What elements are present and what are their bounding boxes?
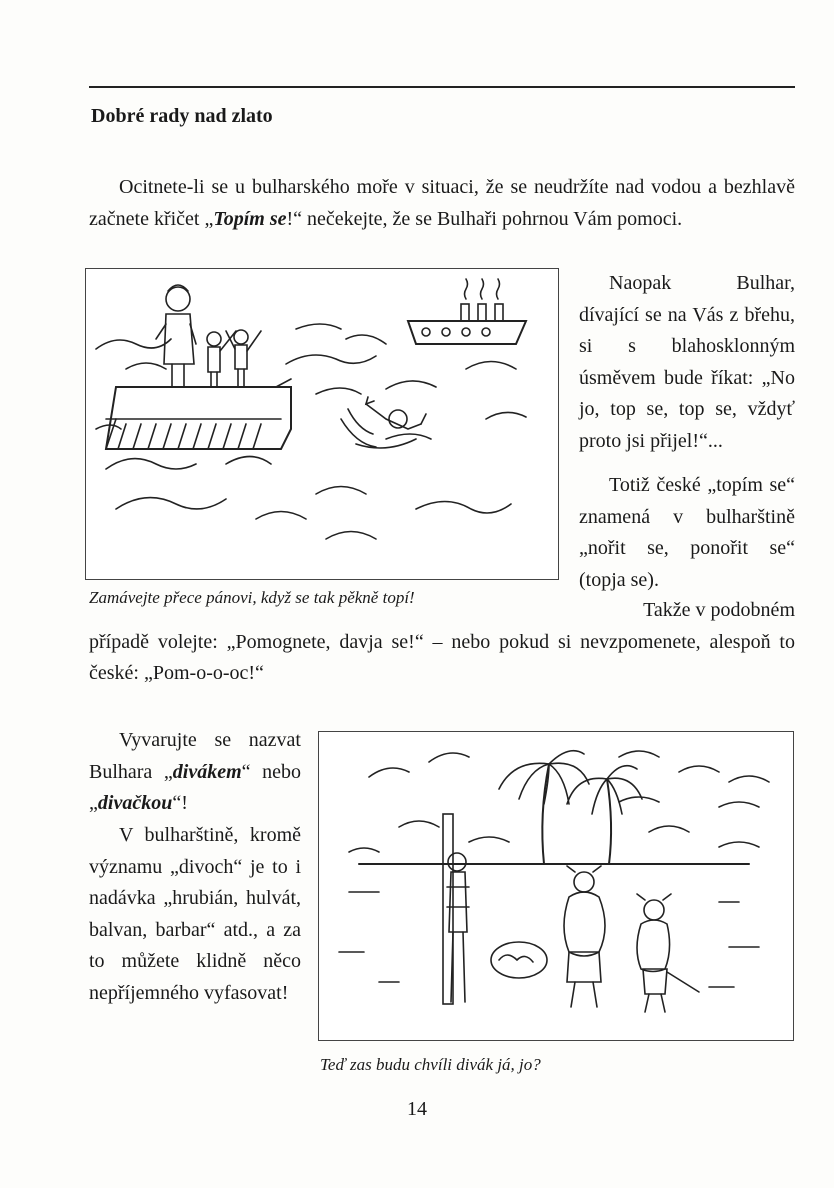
- illustration-drowning: [85, 268, 559, 580]
- header-rule: [89, 86, 795, 88]
- page-number: 14: [407, 1098, 427, 1120]
- warning-emphasis-1: divákem: [172, 760, 242, 783]
- paragraph-bulgarian-response: Naopak Bulhar, dívající se na Vás z břehu, si s blahosklonným úsměvem bude říkat: „No jo, top se, top se, vždyť proto jsi přijel!“...: [579, 272, 795, 452]
- caption-drowning: Zamávejte přece pánovi, když se tak pěkně topí!: [89, 588, 415, 607]
- warning-text-c: “!: [172, 792, 188, 814]
- section-heading: Dobré rady nad zlato: [91, 105, 273, 127]
- warning-emphasis-2: divačkou: [97, 792, 173, 814]
- advice-rest: případě volejte: „Pomognete, davja se!“ – nebo pokud si nevzpomenete, alespoň to české: „Pom-o-o-oc!“: [89, 630, 795, 684]
- paragraph-advice: [89, 595, 795, 690]
- paragraph-insult-meaning: V bulharštině, kromě významu „divoch“ je to i nadávka „hrubián, hulvát, balvan, barbar“ atd., a za to můžete klidně něco nepříjemného vyfasovat!: [89, 824, 301, 1004]
- para1-emphasis: Topím se: [213, 207, 287, 230]
- advice-lead: Takže v podobném: [643, 599, 795, 621]
- warning-text-a: Vyvarujte se nazvat Bulhara „: [89, 729, 301, 783]
- warning-text-b: “ nebo „: [89, 760, 301, 814]
- paragraph-warning: [89, 725, 301, 820]
- paragraph-meaning: Totiž české „topím se“ znamená v bulharštině „nořit se, ponořit se“ (topja se).: [579, 474, 795, 591]
- caption-island: Teď zas budu chvíli divák já, jo?: [320, 1055, 541, 1074]
- para1-text-a: Ocitnete-li se u bulharského moře v situaci, že se neudržíte nad vodou a bezhlavě začnete křičet „: [89, 176, 795, 230]
- paragraph-intro: [89, 172, 795, 235]
- illustration-island: [318, 731, 794, 1041]
- para1-text-b: !“ nečekejte, že se Bulhaři pohrnou Vám pomoci.: [286, 207, 683, 230]
